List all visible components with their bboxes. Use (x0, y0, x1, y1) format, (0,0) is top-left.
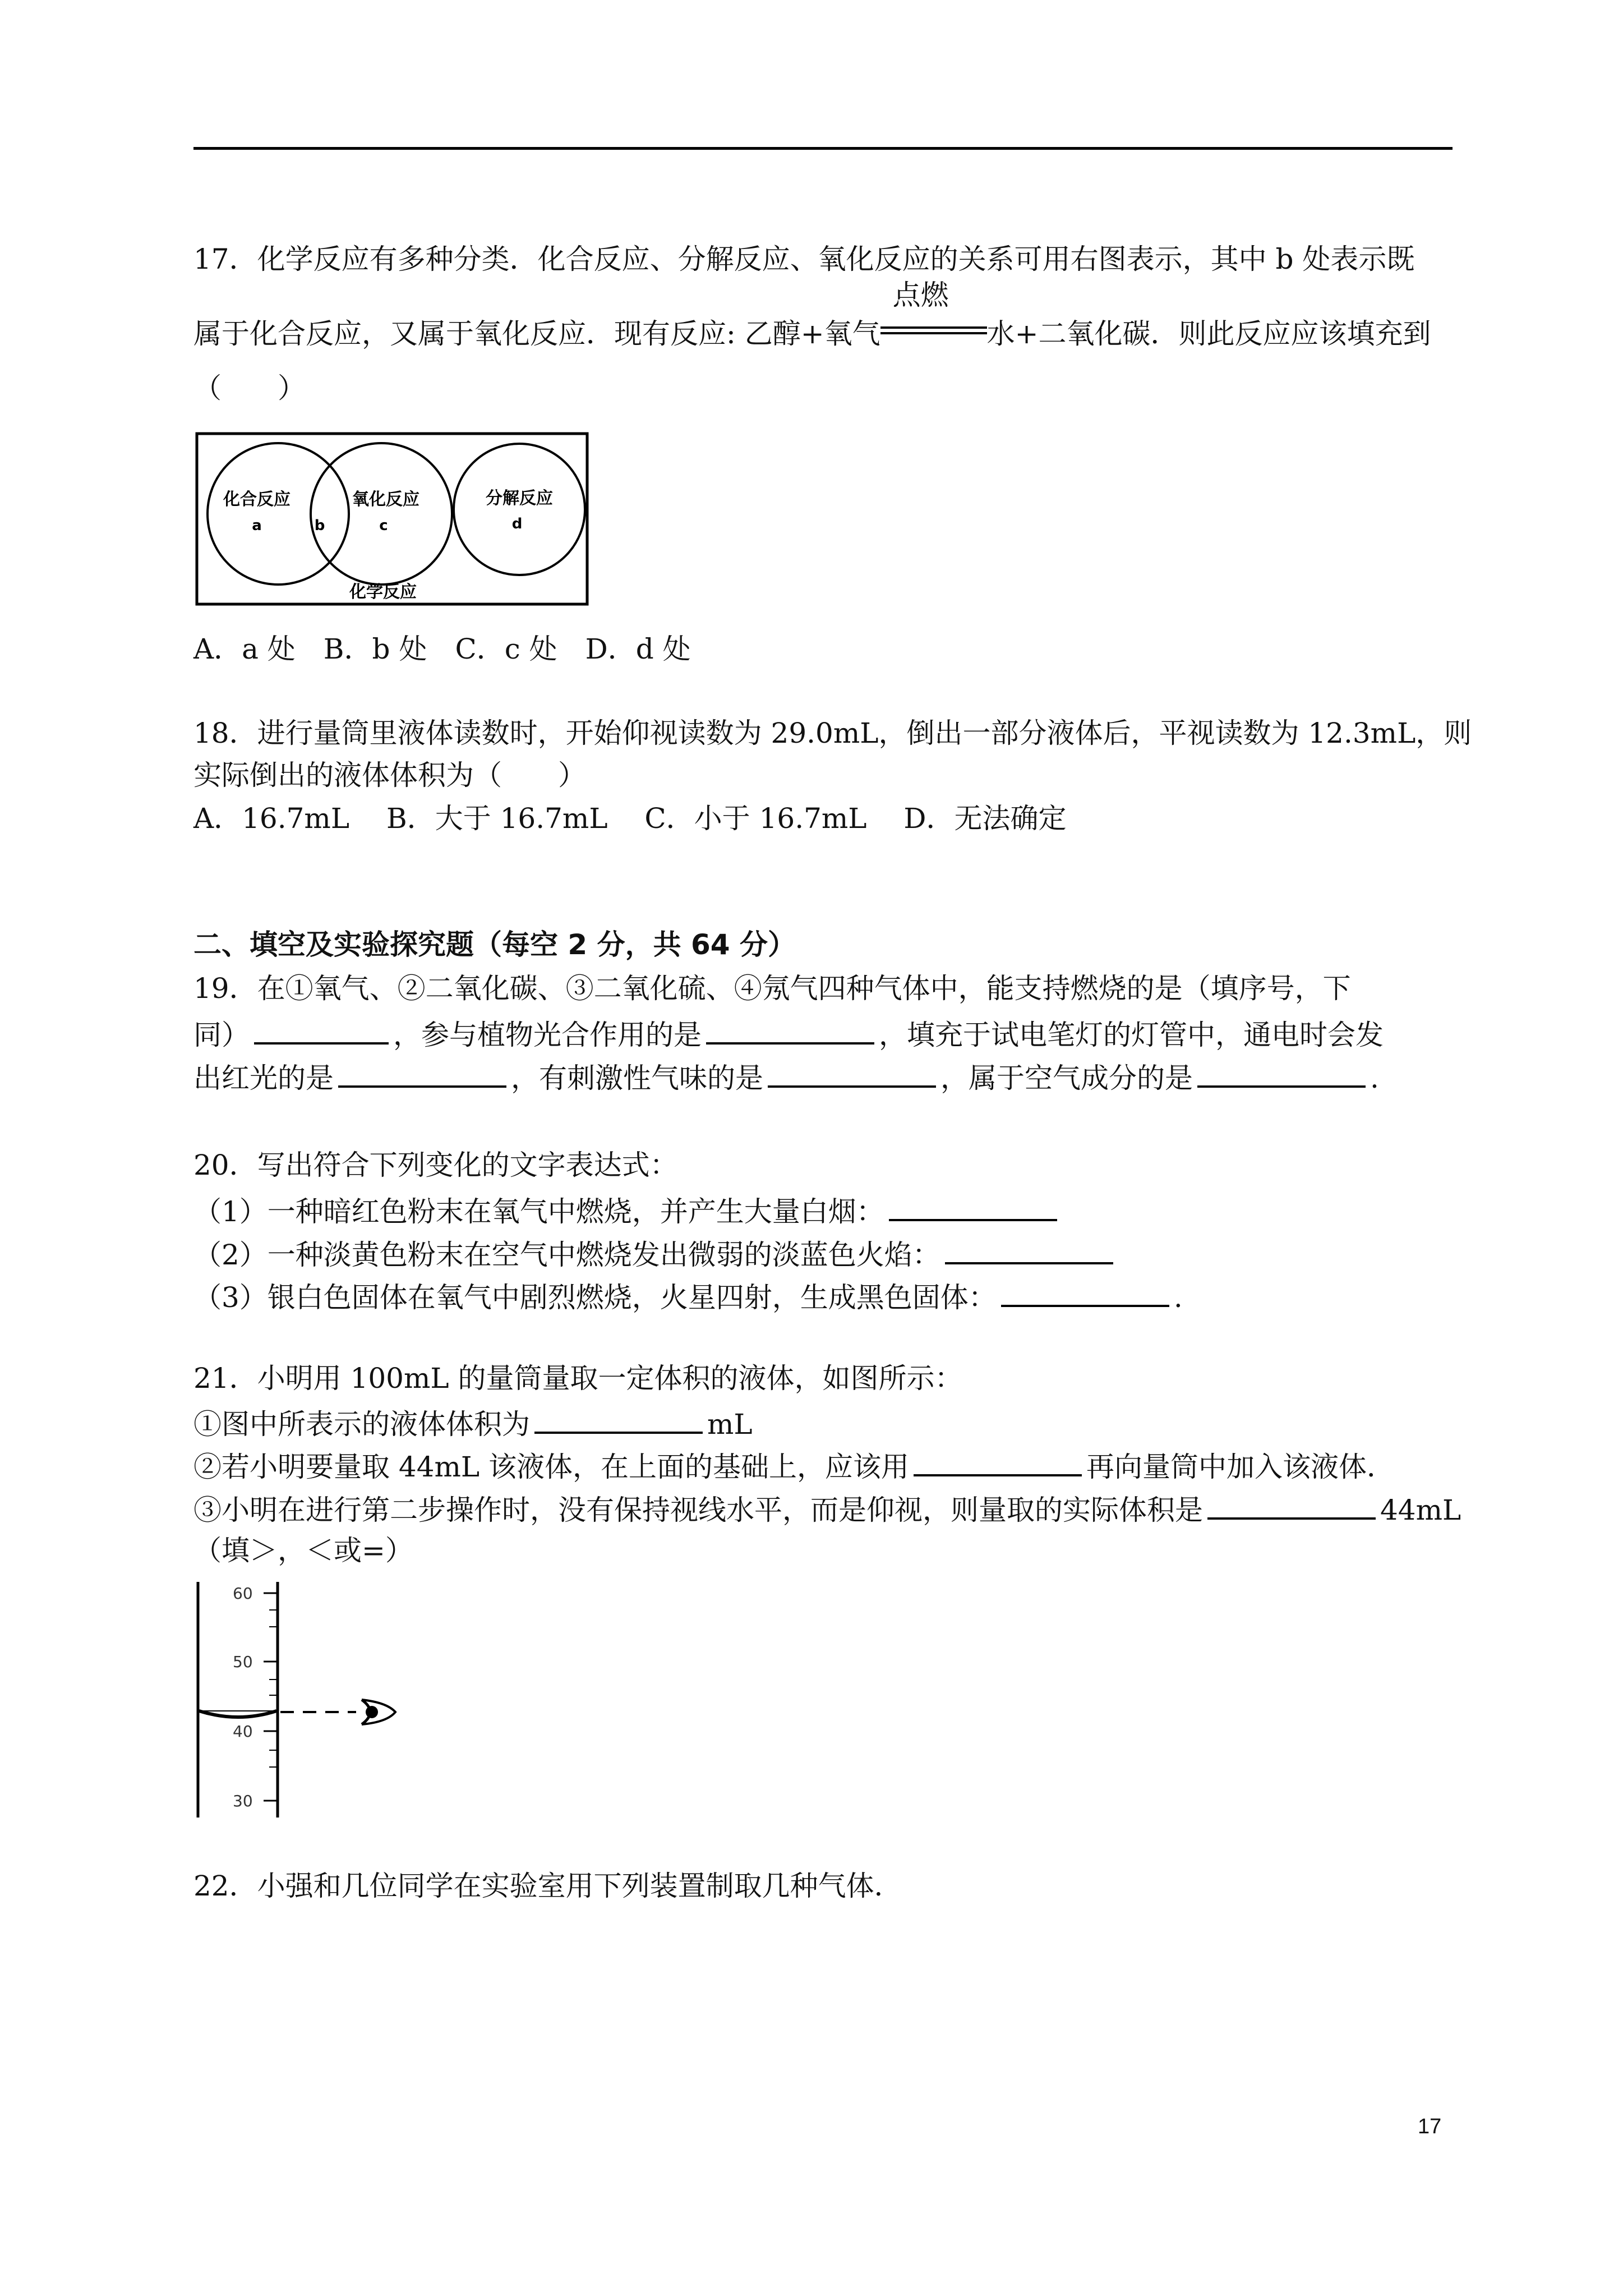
decomposition-circle (454, 444, 585, 575)
oxidation-circle (311, 443, 452, 585)
q21-item1-unit: mL (707, 1408, 753, 1441)
tick-40: 40 (233, 1722, 253, 1741)
answer-blank[interactable] (1207, 1489, 1376, 1520)
answer-blank[interactable] (889, 1191, 1057, 1221)
q17-line1: 17．化学反应有多种分类．化合反应、分解反应、氧化反应的关系可用右图表示，其中 b 处表示既 (193, 243, 1415, 275)
answer-blank[interactable] (768, 1057, 936, 1088)
box-label: 化学反应 (349, 582, 417, 602)
page-number: 17 (1418, 2115, 1442, 2138)
q20-item3-text: （3）银白色固体在氧气中剧烈燃烧，火星四射，生成黑色固体： (193, 1281, 997, 1314)
reaction-venn-diagram (195, 432, 589, 606)
combination-circle (208, 443, 349, 585)
graduated-cylinder-figure (193, 1576, 407, 1823)
q18-options: A．16.7mL B．大于 16.7mL C．小于 16.7mL D．无法确定 (193, 802, 1067, 835)
q20-line1: 20．写出符合下列变化的文字表达式： (193, 1149, 678, 1181)
q20-item2-text: （2）一种淡黄色粉末在空气中燃烧发出微弱的淡蓝色火焰： (193, 1239, 940, 1271)
section2-heading: 二、填空及实验探究题（每空 2 分，共 64 分） (193, 928, 796, 961)
ignite-condition-label: 点燃 (892, 279, 949, 311)
q22-line1: 22．小强和几位同学在实验室用下列装置制取几种气体． (193, 1870, 902, 1902)
circle1-letter: a (252, 517, 262, 534)
answer-blank[interactable] (534, 1404, 703, 1434)
ignite-condition (880, 279, 987, 343)
circle1-label: 化合反应 (223, 490, 291, 509)
answer-blank[interactable] (945, 1234, 1113, 1264)
q17-options: A．a 处 B．b 处 C．c 处 D．d 处 (193, 633, 691, 665)
q19-line2-b: ，参与植物光合作用的是 (393, 1019, 702, 1051)
q19-line1: 19．在①氧气、②二氧化碳、③二氧化硫、④氖气四种气体中，能支持燃烧的是（填序号，下 (193, 972, 1351, 1005)
answer-blank[interactable] (1001, 1277, 1169, 1307)
q21-item1 (193, 1404, 753, 1442)
q19-line2 (193, 1014, 1384, 1053)
q17-line2 (193, 279, 1431, 352)
answer-blank[interactable] (1197, 1057, 1366, 1088)
q19-line3-end: . (1370, 1062, 1379, 1094)
q20-item3-end: . (1173, 1281, 1183, 1314)
circle3-label: 分解反应 (486, 489, 553, 508)
q19-line3-c: ，属于空气成分的是 (940, 1062, 1193, 1094)
q21-item3-line2: （填＞，＜或=） (193, 1534, 413, 1567)
q21-item3-text: ③小明在进行第二步操作时，没有保持视线水平，而是仰视，则量取的实际体积是 (193, 1494, 1203, 1526)
q19-line2-c: ，填充于试电笔灯的灯管中，通电时会发 (879, 1019, 1384, 1051)
answer-blank[interactable] (338, 1057, 506, 1088)
liquid-meniscus (199, 1711, 276, 1717)
q21-item3 (193, 1489, 1461, 1528)
q17-line2-pre: 属于化合反应，又属于氧化反应．现有反应: 乙醇+氧气 (193, 318, 880, 350)
overlap-letter: b (314, 517, 325, 534)
q21-item3-post: 44mL (1380, 1494, 1461, 1526)
q20-item3 (193, 1277, 1183, 1315)
q19-line2-a: 同） (193, 1019, 250, 1051)
q19-line3-b: ，有刺激性气味的是 (511, 1062, 763, 1094)
answer-blank[interactable] (914, 1446, 1082, 1476)
answer-blank[interactable] (254, 1014, 389, 1045)
q21-item2 (193, 1446, 1395, 1485)
tick-30: 30 (233, 1792, 253, 1810)
q19-line3-a: 出红光的是 (193, 1062, 334, 1094)
tick-50: 50 (233, 1653, 253, 1671)
q17-paren: （ ） (193, 372, 306, 404)
q21-line1: 21．小明用 100mL 的量筒量取一定体积的液体，如图所示： (193, 1362, 963, 1395)
answer-blank[interactable] (706, 1014, 874, 1045)
circle2-label: 氧化反应 (352, 490, 419, 509)
q18-line2: 实际倒出的液体体积为（ ） (193, 759, 586, 792)
q21-item2-post: 再向量筒中加入该液体． (1086, 1451, 1395, 1483)
tick-60: 60 (233, 1584, 253, 1603)
circle2-letter: c (379, 517, 388, 534)
q17-line2-post: 水+二氧化碳．则此反应应该填充到 (986, 318, 1431, 350)
q20-item1 (193, 1191, 1062, 1230)
q20-item2 (193, 1234, 1118, 1273)
circle3-letter: d (511, 516, 523, 532)
q18-line1: 18．进行量筒里液体读数时，开始仰视读数为 29.0mL，倒出一部分液体后，平视读数为 12.3mL，则 (193, 717, 1472, 749)
header-rule (193, 147, 1453, 150)
q20-item1-text: （1）一种暗红色粉末在氧气中燃烧，并产生大量白烟： (193, 1195, 884, 1228)
q19-line3 (193, 1057, 1379, 1096)
q21-item2-text: ②若小明要量取 44mL 该液体，在上面的基础上，应该用 (193, 1451, 910, 1483)
q21-item1-text: ①图中所表示的液体体积为 (193, 1408, 530, 1441)
eye-icon (362, 1700, 395, 1724)
